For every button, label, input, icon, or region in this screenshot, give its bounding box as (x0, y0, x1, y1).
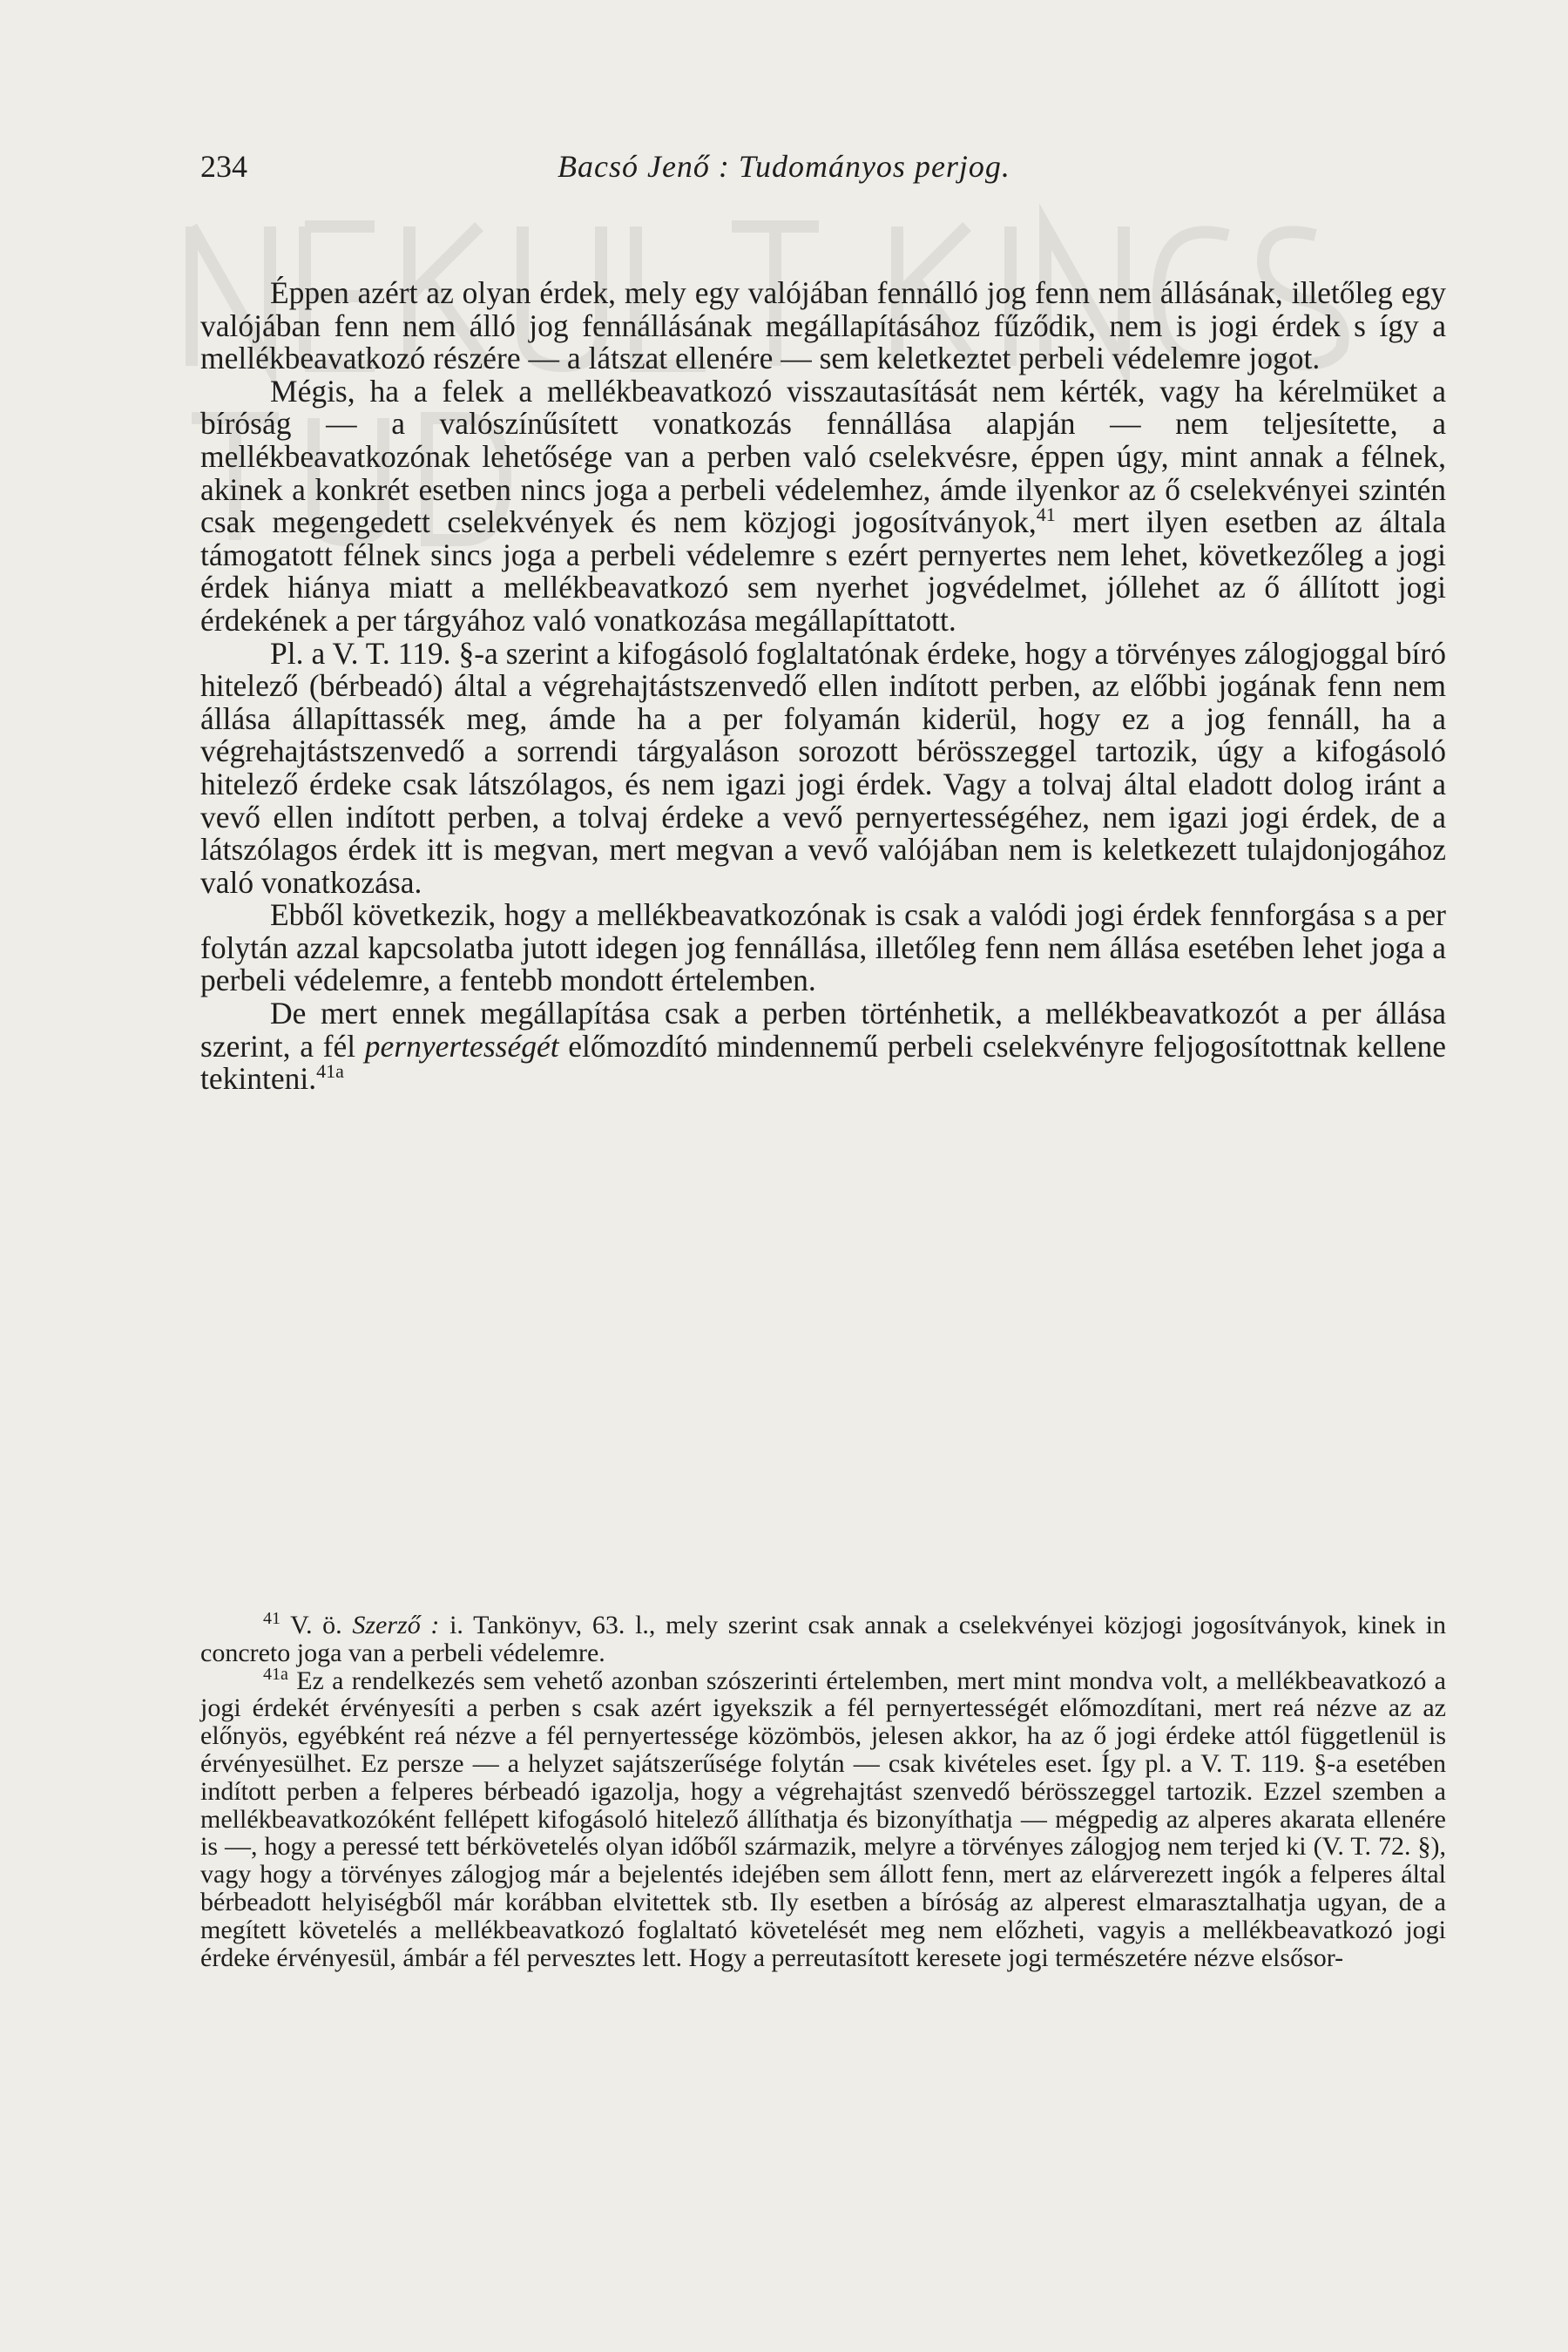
author-citation: Szerző : (352, 1611, 440, 1639)
page-header (200, 148, 1376, 204)
footnote-mark: 41 (263, 1609, 280, 1628)
footnotes (200, 1609, 1447, 1972)
paragraph: Pl. a V. T. 119. §-a szerint a kifogásoló foglaltatónak érdeke, hogy a törvényes zálogjoggal bíró hitelező (bérbeadó) által a végrehajtástszenvedő ellen indított perben, az előbbi jogának fenn nem állása állapíttassék meg, ámde ha a per folyamán kiderül, hogy ez a jog fennáll, ha a végrehajtástszenvedő a sorrendi tárgyaláson sorozott bérösszeggel tartozik, úgy a kifogásoló hitelező érdeke csak látszólagos, és nem igazi jogi érdek. Vagy a tolvaj által eladott dolog iránt a vevő ellen indított perben, a tolvaj érdeke a vevő pernyertességéhez, nem igazi jogi érdek, de a látszólagos érdek itt is megvan, mert megvan a vevő valójában nem is keletkezett tulajdonjogához való vonatkozása. (200, 635, 1446, 900)
footnote: $^{41a}$ Ez a rendelkezés sem vehető azonban szószerinti értelemben, mert mint mondva volt, a mellékbeavatkozó a jogi érdekét érvényesíti a perben s csak azért igyekszik a fél pernyertességét előmozdítani, mert reá nézve az az előnyös, egyébként reá nézve a fél pernyertessége közömbös, jelesen akkor, ha az ő jogi érdeke attól függetlenül is érvényesülhet. Ez persze — a helyzet sajátszerűsége folytán — csak kivételes eset. Így pl. a V. T. 119. §-a esetében indított perben a felperes bérbeadó igazolja, hogy a végrehajtást szenvedő bérösszeggel tartozik. Ezzel szemben a mellékbeavatkozóként fellépett kifogásoló hitelező állíthatja és bizonyíthatja — mégpedig az alperes akarata ellenére is —, hogy a peressé tett bérkövetelés olyan időből származik, melyre a törvényes zálogjog nem terjed ki (V. T. 72. §), vagy hogy a törvényes zálogjog már a bejelentés idejében sem állott fenn, mert az elárverezett ingók a felperes által bérbeadott helyiségből már korábban elvitettek stb. Ily esetben a bíróság az alperest elmarasztalhatja ugyan, de a megített követelés a mellékbeavatkozó foglaltató követelését meg nem előzheti, vagyis a mellékbeavatkozó jogi érdeke érvényesül, ámbár a fél pervesztes lett. Hogy a perreutasított keresete jogi természetére nézve elsősor- (200, 1664, 1447, 1972)
page-number: 234 (200, 149, 247, 184)
running-title: Bacsó Jenő : Tudományos perjog. (558, 149, 1010, 184)
footnote-mark: 41a (263, 1664, 288, 1684)
paragraph: Éppen azért az olyan érdek, mely egy valójában fennálló jog fenn nem állásának, illetőleg egy valójában fenn nem álló jog fennállásának megállapításához fűződik, nem is jogi érdek s így a mellékbeavatkozó részére — a látszat ellenére — sem keletkeztet perbeli védelemre jogot. (200, 275, 1446, 376)
paragraph: Mégis, ha a felek a mellékbeavatkozó visszautasítását nem kérték, vagy ha kérelmüket a bíróság — a valószínűsített vonatkozás fennállása alapján — nem teljesítette, a mellékbeavatkozónak lehetősége van a perben való cselekvésre, éppen úgy, mint annak a félnek, akinek a konkrét esetben nincs joga a perbeli védelemhez, ámde ilyenkor az ő cselekvényei szintén csak megengedett cselekvények és nem közjogi jogosítványok,$^{41}$ mert ilyen esetben az általa támogatott félnek sincs joga a perbeli védelemre s ezért pernyertes nem lehet, következőleg a jogi érdek hiánya miatt a mellékbeavatkozó sem nyerhet jogvédelmet, jóllehet az ő állított jogi érdekének a per tárgyához való vonatkozása megállapíttatott. (200, 373, 1447, 638)
main-text (200, 277, 1446, 1096)
paragraph: Ebből következik, hogy a mellékbeavatkozónak is csak a valódi jogi érdek fennforgása s a per folytán azzal kapcsolatba jutott idegen jog fennállása, illetőleg fenn nem állása esetében lehet joga a perbeli védelemre, a fentebb mondott értelemben. (200, 897, 1446, 998)
footnote-reference: 41 (1036, 504, 1056, 526)
emphasis: pernyertességét (364, 1028, 559, 1064)
footnote-reference: 41a (316, 1060, 344, 1083)
footnote: $^{41}$ V. ö. Szerző : i. Tankönyv, 63. l., mely szerint csak annak a cselekvényei közjogi jogosítványok, kinek in concreto joga van a perbeli védelemre. (200, 1609, 1446, 1667)
paragraph: De mert ennek megállapítása csak a perben történhetik, a mellékbeavatkozót a per állása szerint, a fél pernyertességét előmozdító mindennemű perbeli cselekvényre feljogosítottnak kellene tekinteni.$^{41a}$ (200, 996, 1446, 1097)
